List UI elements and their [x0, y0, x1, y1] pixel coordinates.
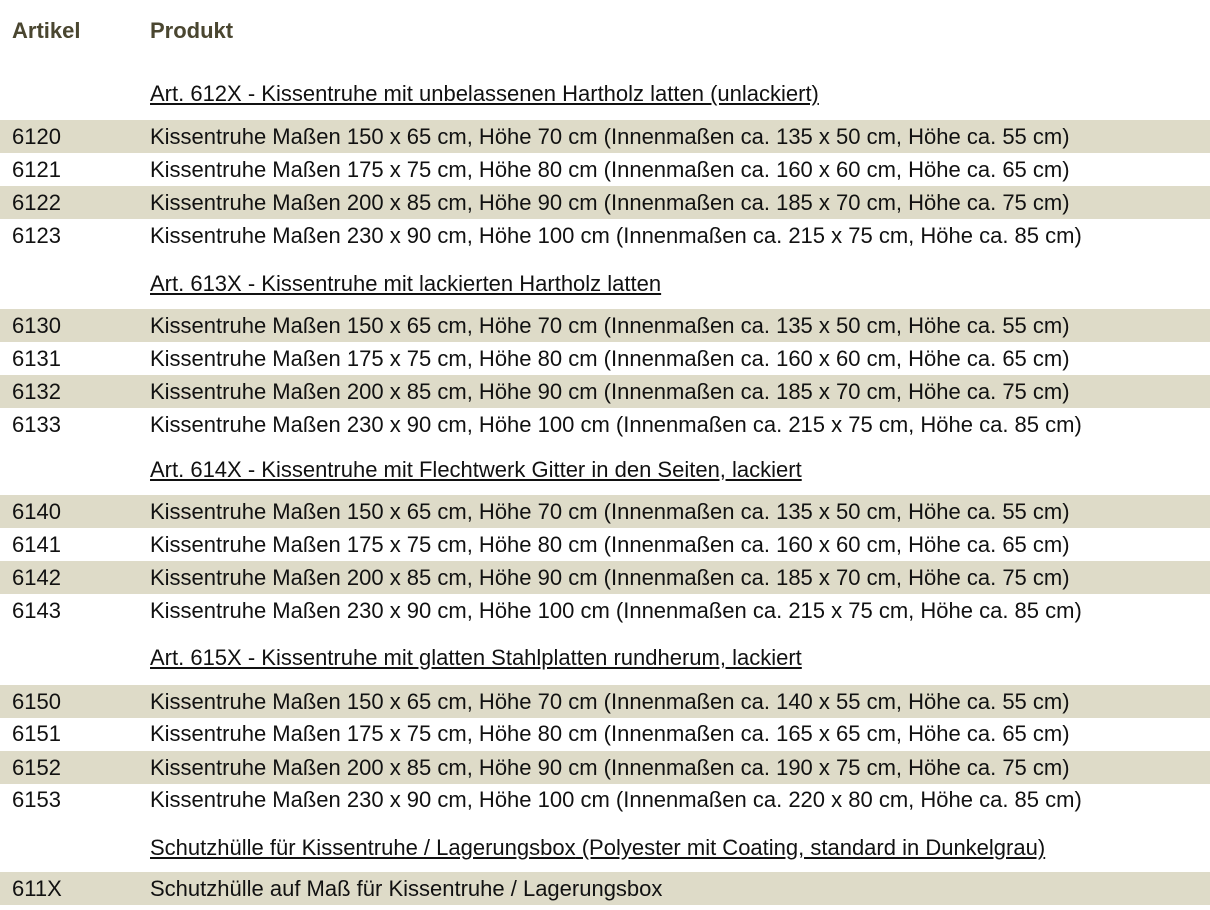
row-description: Kissentruhe Maßen 150 x 65 cm, Höhe 70 cm (Innenmaßen ca. 135 x 50 cm, Höhe ca. 55 cm): [150, 124, 1070, 149]
row-article: 6141: [12, 532, 61, 557]
header-produkt: Produkt: [150, 18, 234, 43]
row-article: 6143: [12, 598, 61, 623]
row-article: 6150: [12, 689, 61, 714]
section-note: (Polyester mit Coating, standard in Dunkelgrau): [575, 835, 1046, 860]
row-article: 6153: [12, 787, 61, 812]
table-row: [0, 408, 1210, 441]
row-description: Kissentruhe Maßen 200 x 85 cm, Höhe 90 cm (Innenmaßen ca. 190 x 75 cm, Höhe ca. 75 cm): [150, 755, 1070, 780]
row-article: 6140: [12, 499, 61, 524]
row-article: 6122: [12, 190, 61, 215]
row-description: Kissentruhe Maßen 175 x 75 cm, Höhe 80 cm (Innenmaßen ca. 160 x 60 cm, Höhe ca. 65 cm): [150, 532, 1070, 557]
row-description: Schutzhülle auf Maß für Kissentruhe / Lagerungsbox: [150, 876, 663, 901]
row-description: Kissentruhe Maßen 200 x 85 cm, Höhe 90 cm (Innenmaßen ca. 185 x 70 cm, Höhe ca. 75 cm): [150, 565, 1070, 590]
row-article: 6152: [12, 755, 61, 780]
table-row: [0, 342, 1210, 375]
section-title-612x[interactable]: Art. 612X - Kissentruhe mit unbelassenen Hartholz latten (unlackiert): [150, 81, 819, 106]
table-row: [0, 783, 1210, 816]
row-description: Kissentruhe Maßen 200 x 85 cm, Höhe 90 cm (Innenmaßen ca. 185 x 70 cm, Höhe ca. 75 cm): [150, 190, 1070, 215]
table-row: [0, 219, 1210, 252]
table-row: [0, 751, 1210, 784]
section-title-schutzhuelle[interactable]: Schutzhülle für Kissentruhe / Lagerungsbox (Polyester mit Coating, standard in Dunkelgrau): [150, 835, 1046, 860]
row-description: Kissentruhe Maßen 200 x 85 cm, Höhe 90 cm (Innenmaßen ca. 185 x 70 cm, Höhe ca. 75 cm): [150, 379, 1070, 404]
row-article: 6123: [12, 223, 61, 248]
row-description: Kissentruhe Maßen 175 x 75 cm, Höhe 80 cm (Innenmaßen ca. 160 x 60 cm, Höhe ca. 65 cm): [150, 157, 1070, 182]
row-description: Kissentruhe Maßen 175 x 75 cm, Höhe 80 cm (Innenmaßen ca. 160 x 60 cm, Höhe ca. 65 cm): [150, 346, 1070, 371]
table-row: [0, 685, 1210, 718]
row-description: Kissentruhe Maßen 230 x 90 cm, Höhe 100 cm (Innenmaßen ca. 215 x 75 cm, Höhe ca. 85 cm): [150, 223, 1082, 248]
row-article: 6130: [12, 313, 61, 338]
row-article: 6151: [12, 721, 61, 746]
row-description: Kissentruhe Maßen 230 x 90 cm, Höhe 100 cm (Innenmaßen ca. 220 x 80 cm, Höhe ca. 85 cm): [150, 787, 1082, 812]
section-title-614x[interactable]: Art. 614X - Kissentruhe mit Flechtwerk Gitter in den Seiten, lackiert: [150, 457, 802, 482]
table-row: [0, 594, 1210, 627]
table-row: [0, 528, 1210, 561]
section-title-613x[interactable]: Art. 613X - Kissentruhe mit lackierten Hartholz latten: [150, 271, 662, 296]
row-description: Kissentruhe Maßen 175 x 75 cm, Höhe 80 cm (Innenmaßen ca. 165 x 65 cm, Höhe ca. 65 cm): [150, 721, 1070, 746]
table-row: [0, 872, 1210, 905]
table-row: [0, 375, 1210, 408]
row-article: 6132: [12, 379, 61, 404]
table-row: [0, 717, 1210, 750]
table-row: [0, 153, 1210, 186]
header-artikel: Artikel: [12, 18, 81, 43]
row-description: Kissentruhe Maßen 230 x 90 cm, Höhe 100 cm (Innenmaßen ca. 215 x 75 cm, Höhe ca. 85 cm): [150, 412, 1082, 437]
row-description: Kissentruhe Maßen 230 x 90 cm, Höhe 100 cm (Innenmaßen ca. 215 x 75 cm, Höhe ca. 85 cm): [150, 598, 1082, 623]
row-article: 6131: [12, 346, 61, 371]
table-row: [0, 495, 1210, 528]
section-title-615x[interactable]: Art. 615X - Kissentruhe mit glatten Stahlplatten rundherum, lackiert: [150, 645, 802, 670]
row-description: Kissentruhe Maßen 150 x 65 cm, Höhe 70 cm (Innenmaßen ca. 140 x 55 cm, Höhe ca. 55 cm): [150, 689, 1070, 714]
row-description: Kissentruhe Maßen 150 x 65 cm, Höhe 70 cm (Innenmaßen ca. 135 x 50 cm, Höhe ca. 55 cm): [150, 313, 1070, 338]
row-article: 6120: [12, 124, 61, 149]
row-article: 6121: [12, 157, 61, 182]
table-header: [0, 18, 1210, 48]
row-article: 611X: [12, 876, 62, 901]
table-row: [0, 120, 1210, 153]
table-row: [0, 186, 1210, 219]
table-row: [0, 561, 1210, 594]
table-row: [0, 309, 1210, 342]
row-description: Kissentruhe Maßen 150 x 65 cm, Höhe 70 cm (Innenmaßen ca. 135 x 50 cm, Höhe ca. 55 cm): [150, 499, 1070, 524]
row-article: 6133: [12, 412, 61, 437]
row-article: 6142: [12, 565, 61, 590]
